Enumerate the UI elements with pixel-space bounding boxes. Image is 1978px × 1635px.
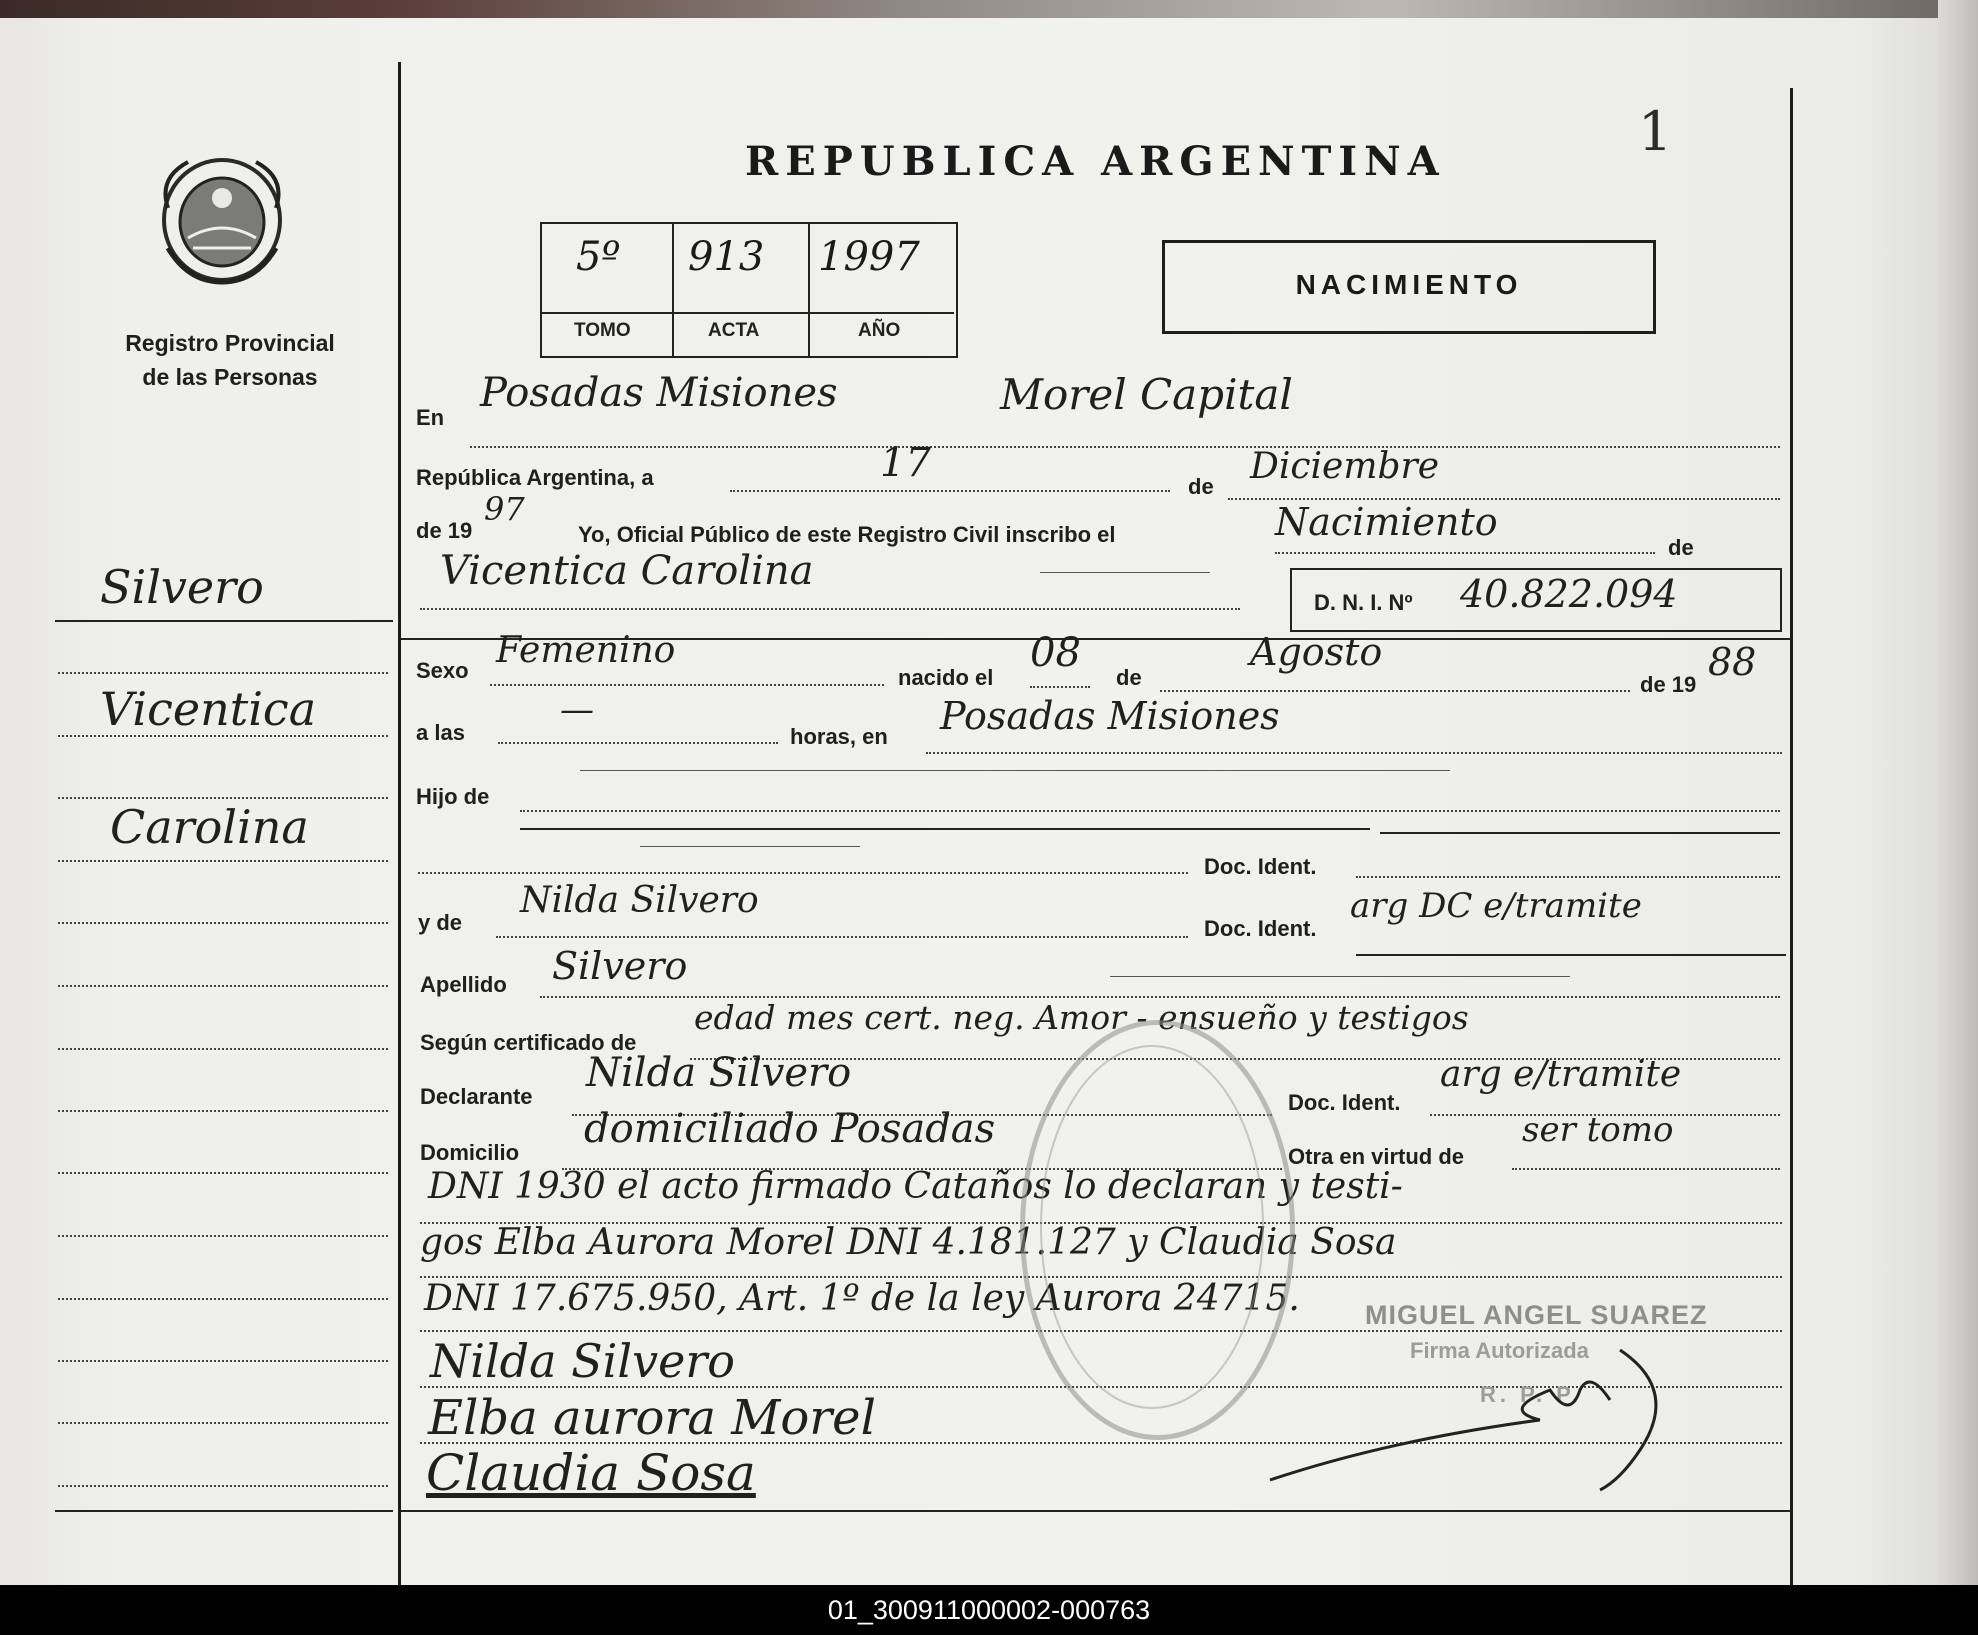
en-line — [470, 446, 1780, 448]
ano-label: AÑO — [858, 320, 901, 341]
margin-dotted-line — [58, 1172, 388, 1174]
month-de-label: de — [1188, 474, 1214, 499]
margin-dotted-line — [58, 735, 388, 737]
ano-value: 1997 — [818, 234, 920, 280]
mother-doc-value: arg DC e/tramite — [1350, 886, 1642, 926]
republica-label: República Argentina, a — [416, 465, 654, 490]
child-name-line — [420, 608, 1240, 610]
hijo-dash — [640, 846, 860, 847]
official-role-stamp: Firma Autorizada — [1410, 1338, 1589, 1363]
otra-value: ser tomo — [1522, 1110, 1674, 1150]
dni-label: D. N. I. Nº — [1314, 590, 1413, 615]
registry-name-line2: de las Personas — [142, 364, 318, 390]
horas-label: horas, en — [790, 724, 888, 749]
margin-dotted-line — [58, 860, 388, 862]
en-value-2: Morel Capital — [1000, 370, 1293, 419]
birth-year-value: 88 — [1708, 640, 1757, 684]
margin-dotted-line — [58, 1048, 388, 1050]
alas-line — [498, 742, 778, 744]
otra-label: Otra en virtud de — [1288, 1144, 1465, 1169]
en-label: En — [416, 405, 445, 430]
register-box-divider — [542, 312, 954, 314]
scan-caption: 01_300911000002-000763 — [0, 1585, 1978, 1635]
signature-3: Claudia Sosa — [426, 1444, 756, 1502]
notes-line-1: DNI 1930 el acto firmado Cataños lo declaran y testi- — [428, 1166, 1403, 1207]
sexo-label: Sexo — [416, 658, 469, 683]
child-name-value: Vicentica Carolina — [440, 548, 814, 594]
birth-day-line — [1030, 686, 1090, 688]
en-value: Posadas Misiones — [480, 370, 838, 416]
margin-dotted-line — [58, 1110, 388, 1112]
left-frame-line — [398, 62, 401, 1585]
declarante-value: Nilda Silvero — [586, 1050, 852, 1096]
otra-line — [1512, 1168, 1780, 1170]
notes-line-3: DNI 17.675.950, Art. 1º de la ley Aurora 24715. — [424, 1278, 1300, 1319]
apellido-label: Apellido — [420, 972, 507, 997]
domicilio-value: domiciliado Posadas — [584, 1106, 996, 1152]
act-type-box — [1162, 240, 1656, 334]
year-value: 97 — [484, 490, 525, 528]
act-type-label: NACIMIENTO — [1295, 269, 1523, 300]
segun-label: Según certificado de — [420, 1030, 637, 1055]
birth-day-value: 08 — [1030, 630, 1081, 676]
sexo-value: Femenino — [496, 630, 676, 671]
tomo-label: TOMO — [574, 320, 631, 341]
year-prefix: de 19 — [416, 518, 473, 543]
official-name-stamp: MIGUEL ANGEL SUAREZ — [1365, 1300, 1708, 1330]
tomo-cell — [542, 224, 674, 356]
margin-second-name: Carolina — [110, 800, 309, 854]
provincial-seal-icon — [148, 148, 296, 288]
birth-year-prefix: de 19 — [1640, 672, 1697, 697]
father-doc-line — [1356, 876, 1780, 878]
apellido-value: Silvero — [552, 944, 688, 988]
ano-cell — [808, 224, 954, 356]
official-seal-inner-ring — [1040, 1045, 1264, 1409]
tomo-value: 5º — [576, 234, 621, 280]
child-name-dash — [1040, 572, 1210, 573]
nacido-label: nacido el — [898, 665, 994, 690]
yde-label: y de — [418, 910, 463, 935]
margin-dotted-line — [58, 922, 388, 924]
notes-line-2: gos Elba Aurora Morel DNI 4.181.127 y Claudia Sosa — [420, 1222, 1397, 1263]
hijo-label: Hijo de — [416, 784, 490, 809]
official-org-stamp: R. P. P. — [1480, 1382, 1583, 1407]
declarante-doc-value: arg e/tramite — [1440, 1054, 1682, 1095]
margin-dotted-line — [58, 1485, 388, 1487]
month-value: Diciembre — [1250, 446, 1440, 487]
hijo-line — [520, 810, 1780, 812]
inscribo-value: Nacimiento — [1275, 500, 1498, 544]
scan-top-edge — [0, 0, 1978, 18]
margin-dotted-line — [58, 672, 388, 674]
form-bottom-rule — [400, 1510, 1790, 1512]
apellido-dash — [1110, 976, 1570, 977]
birth-month-de-label: de — [1116, 665, 1142, 690]
father-line — [418, 872, 1188, 874]
day-value: 17 — [880, 440, 931, 486]
birth-place-line — [926, 752, 1782, 754]
margin-dotted-line — [58, 1360, 388, 1362]
margin-dotted-line — [58, 1235, 388, 1237]
margin-surname: Silvero — [100, 560, 264, 614]
declarante-doc-label: Doc. Ident. — [1288, 1090, 1401, 1115]
page-right-edge — [1938, 0, 1978, 1585]
signature-1: Nilda Silvero — [430, 1334, 735, 1388]
acta-cell — [672, 224, 810, 356]
sexo-line — [490, 684, 884, 686]
declarante-label: Declarante — [420, 1084, 533, 1109]
dni-box — [1290, 568, 1782, 632]
birth-place-value: Posadas Misiones — [940, 694, 1280, 738]
alas-label: a las — [416, 720, 465, 745]
birth-month-value: Agosto — [1250, 630, 1383, 674]
margin-dotted-line — [58, 797, 388, 799]
margin-rule — [55, 620, 393, 622]
margin-dotted-line — [58, 1422, 388, 1424]
dni-value: 40.822.094 — [1460, 572, 1678, 616]
hijo-rule-2 — [1380, 832, 1780, 834]
margin-dotted-line — [58, 1298, 388, 1300]
acta-label: ACTA — [708, 320, 760, 341]
page-number: 1 — [1638, 100, 1673, 163]
mother-value: Nilda Silvero — [520, 880, 759, 921]
yo-text: Yo, Oficial Público de este Registro Civil inscribo el — [578, 522, 1116, 547]
margin-dotted-line — [58, 985, 388, 987]
country-title: REPUBLICA ARGENTINA — [745, 138, 1446, 185]
domicilio-label: Domicilio — [420, 1140, 520, 1165]
birth-month-line — [1160, 690, 1630, 692]
hijo-rule — [520, 828, 1370, 830]
margin-bottom-rule — [55, 1510, 393, 1512]
mother-doc-rule — [1356, 954, 1786, 956]
register-box — [540, 222, 958, 358]
inscribo-de-label: de — [1668, 535, 1694, 560]
right-frame-line — [1790, 88, 1793, 1585]
segun-value: edad mes cert. neg. Amor - ensueño y testigos — [694, 998, 1469, 1037]
registry-name-line1: Registro Provincial — [125, 330, 335, 356]
alas-rule — [580, 770, 1450, 771]
father-doc-label: Doc. Ident. — [1204, 854, 1317, 879]
alas-value: — — [560, 690, 594, 730]
margin-first-name: Vicentica — [100, 682, 317, 736]
signature-2: Elba aurora Morel — [428, 1390, 876, 1446]
acta-value: 913 — [688, 234, 765, 280]
day-line — [730, 490, 1170, 492]
official-signature-scribble — [1240, 1330, 1690, 1500]
mother-doc-label: Doc. Ident. — [1204, 916, 1317, 941]
mother-line — [496, 936, 1188, 938]
inscribo-line — [1275, 552, 1655, 554]
